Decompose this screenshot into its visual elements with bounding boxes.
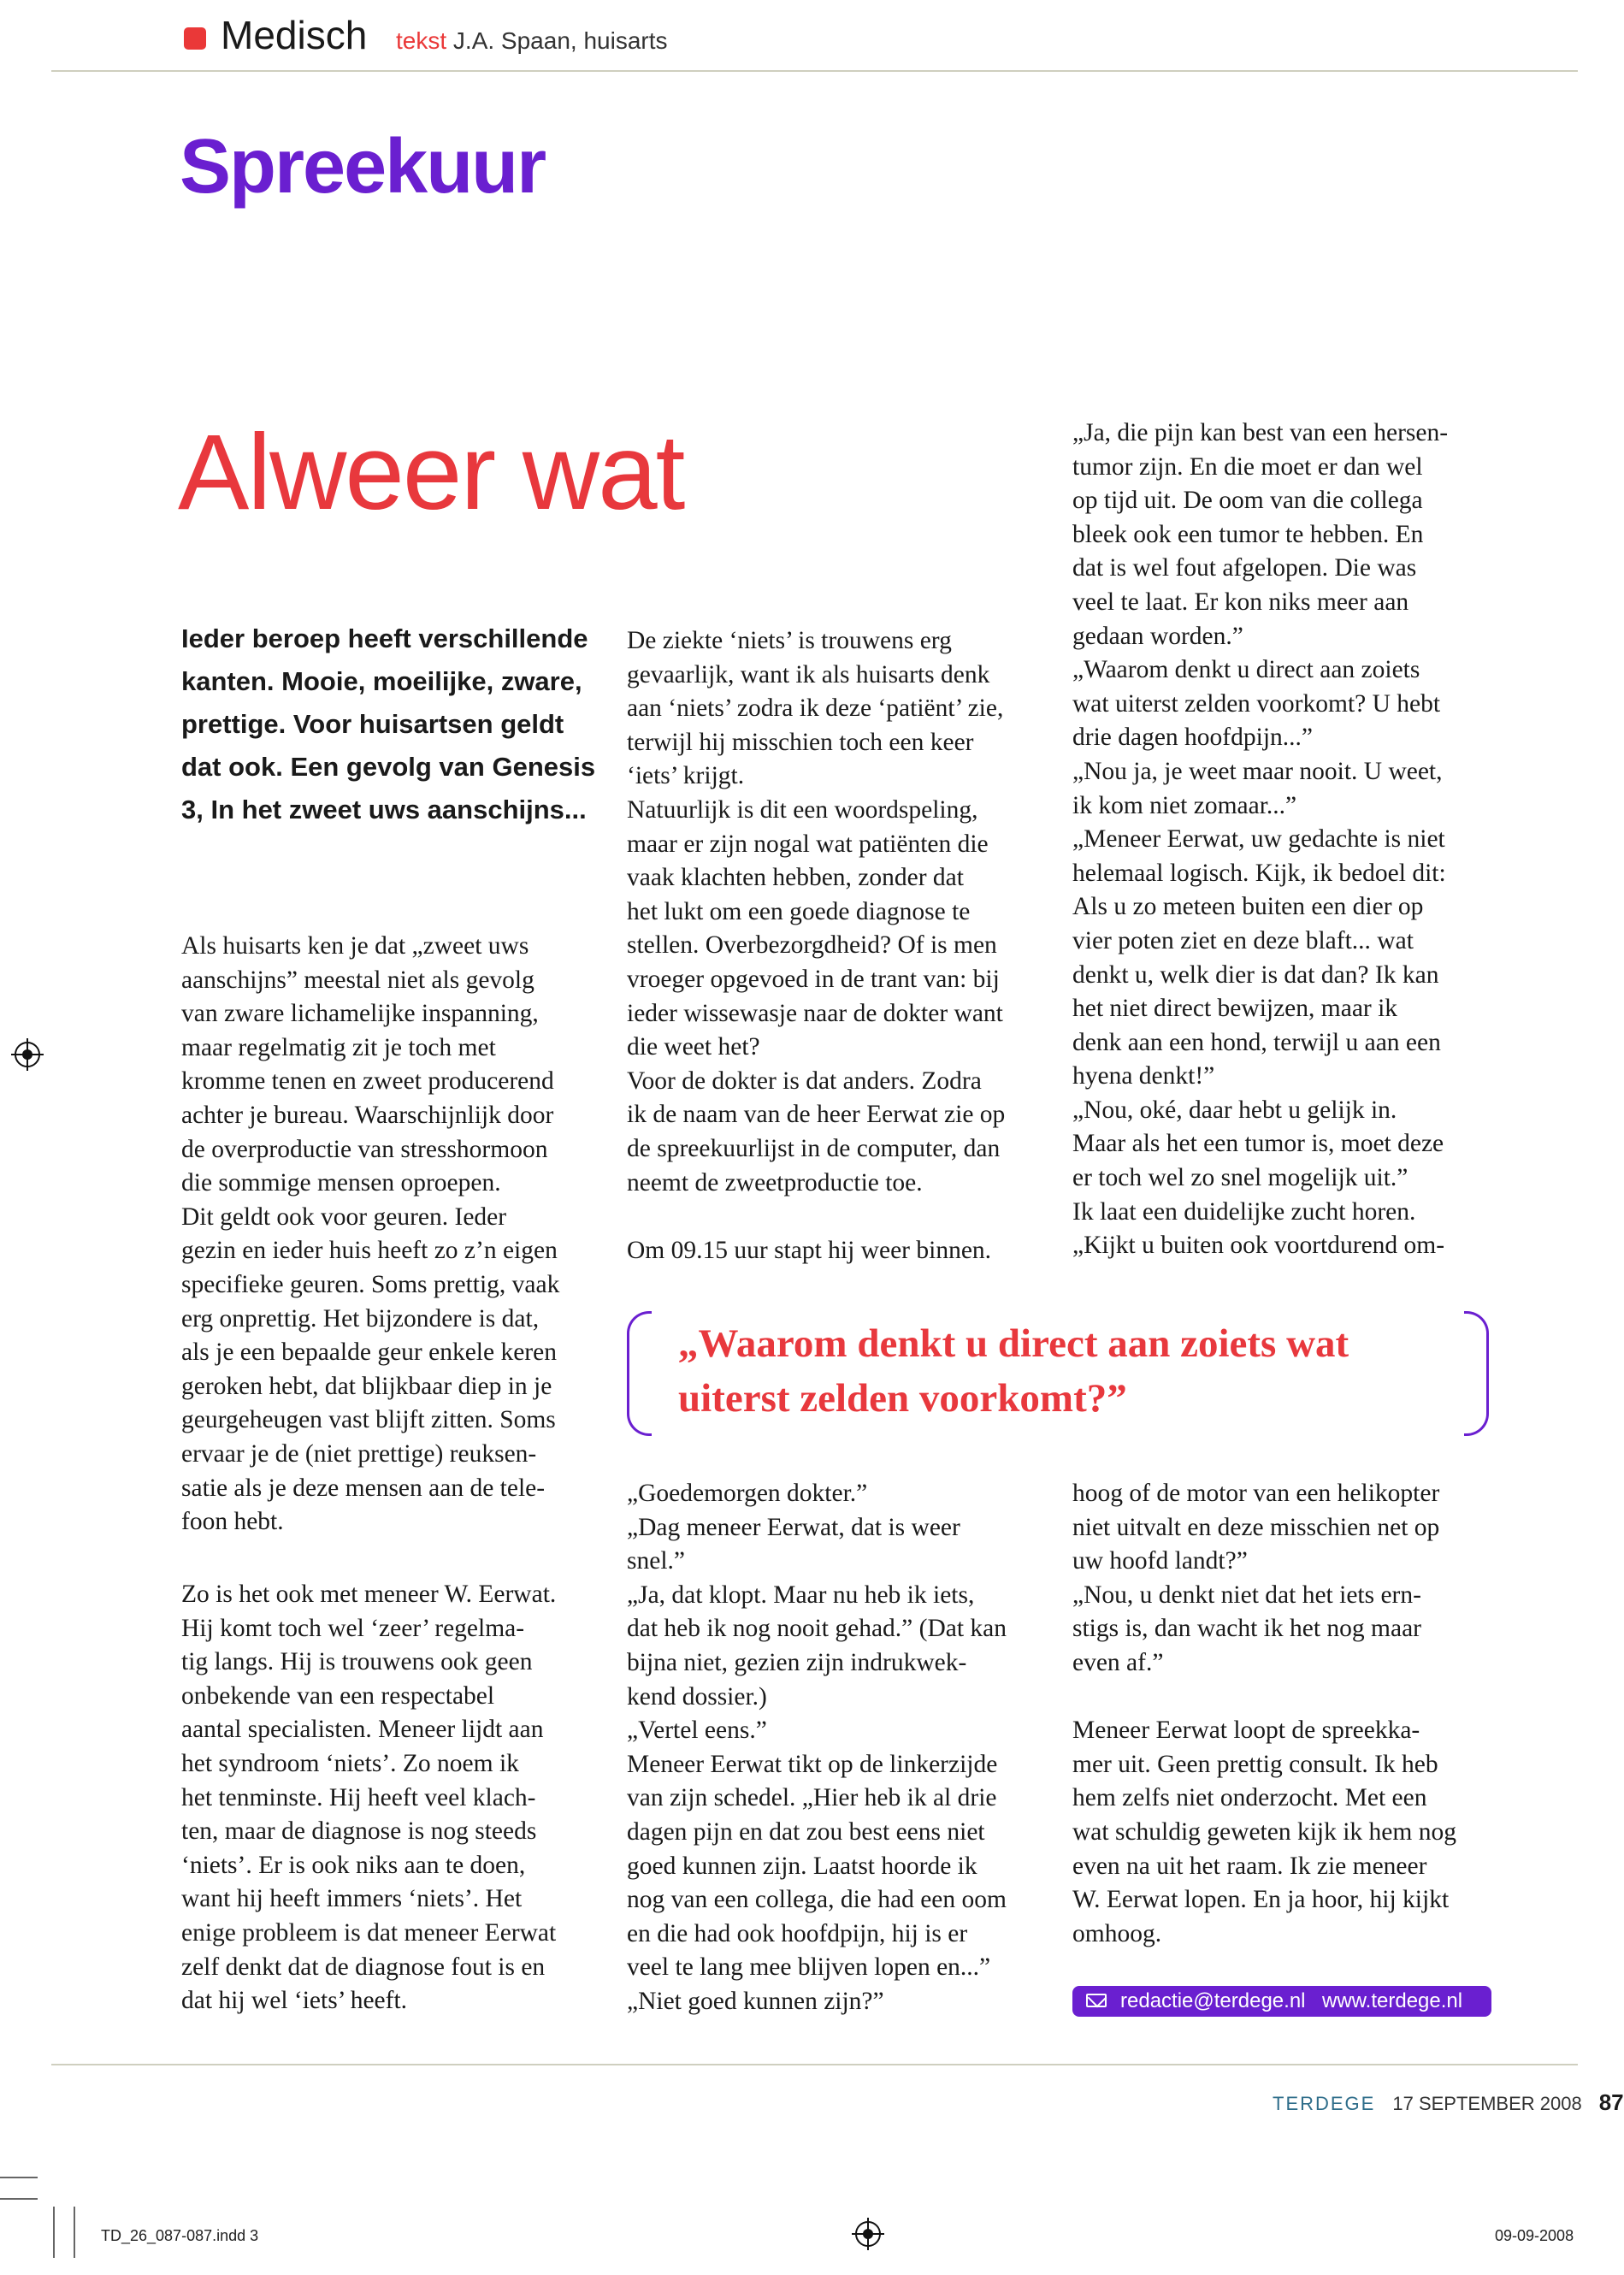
text-line: Meneer Eerwat loopt de spreekka- [1072,1717,1420,1745]
text-line: „Nou, u denkt niet dat het iets ern- [1072,1581,1421,1609]
text-line: hem zelfs niet onderzocht. Met een [1072,1784,1427,1812]
text-line: „Nou ja, je weet maar nooit. U weet, [1072,757,1443,785]
text-line: ik de naam van de heer Eerwat zie op [627,1101,1006,1129]
text-line: ik kom niet zomaar...” [1072,791,1297,819]
text-line: Als u zo meteen buiten een dier op [1072,893,1424,921]
text-line: Als huisarts ken je dat „zweet uws [181,932,529,960]
text-line: gedaan worden.” [1072,622,1243,650]
text-line: er toch wel zo snel mogelijk uit.” [1072,1164,1408,1192]
text-line: „Niet goed kunnen zijn?” [627,1987,884,2015]
text-line: ‘iets’ krijgt. [627,762,745,790]
crop-mark [74,2207,75,2258]
text-line: die weet het? [627,1033,760,1061]
column-2-top [627,624,1005,1268]
top-rule [51,70,1578,72]
text-line: denk aan een hond, terwijl u aan een [1072,1028,1441,1056]
text-line: ervaar je de (niet prettige) reuksen- [181,1439,537,1468]
pull-quote-line: uiterst zelden voorkomt?” [678,1376,1127,1421]
byline-label: tekst [396,27,447,54]
text-line: zelf denkt dat de diagnose fout is en [181,1953,546,1981]
text-line: op tijd uit. De oom van die collega [1072,487,1423,515]
column-3-top [1072,417,1448,1263]
text-line: de spreekuurlijst in de computer, dan [627,1134,1001,1162]
text-line: Natuurlijk is dit een woordspeling, [627,795,978,824]
text-line: aantal specialisten. Meneer lijdt aan [181,1716,544,1744]
text-line: „Kijkt u buiten ook voortdurend om- [1072,1232,1445,1260]
slug-date: 09-09-2008 [1495,2227,1574,2244]
text-line: „Vertel eens.” [627,1717,767,1745]
text-line: erg onprettig. Het bijzondere is dat, [181,1304,540,1332]
registration-mark-icon [15,1042,40,1067]
text-line: enige probleem is dat meneer Eerwat [181,1918,557,1947]
pull-quote-text [678,1316,1349,1426]
text-line: neemt de zweetproductie toe. [627,1168,923,1197]
pull-quote-right-bracket [1464,1311,1489,1436]
text-line: want hij heeft immers ‘niets’. Het [181,1885,523,1913]
text-line: denkt u, welk dier is dat dan? Ik kan [1072,960,1439,989]
column-2-bottom [627,1477,1007,2019]
text-line: vroeger opgevoed in de trant van: bij [627,965,1000,993]
page-number: 87 [1598,2089,1624,2115]
column-1-paragraph-2 [181,1578,556,2018]
text-line: „Waarom denkt u direct aan zoiets [1072,656,1420,684]
text-line: „Nou, oké, daar hebt u gelijk in. [1072,1096,1397,1124]
pull-quote [627,1311,1489,1431]
text-line: „Ja, die pijn kan best van een hersen- [1072,419,1449,446]
text-line: foon hebt. [181,1508,284,1536]
website-link[interactable]: www.terdege.nl [1322,1989,1463,2012]
text-line: snel.” [627,1547,685,1575]
magazine-name: TERDEGE [1273,2093,1376,2114]
text-line: en die had ook hoofdpijn, hij is er [627,1919,968,1947]
text-line: tig langs. Hij is trouwens ook geen [181,1648,533,1676]
text-line: even af.” [1072,1648,1164,1676]
text-line: satie als je deze mensen aan de tele- [181,1474,546,1502]
text-line: dagen pijn en dat zou best eens niet [627,1817,985,1846]
text-line: Om 09.15 uur stapt hij weer binnen. [627,1236,992,1264]
registration-mark-icon [855,2221,881,2247]
contact-box [1072,1986,1491,2017]
text-line: ten, maar de diagnose is nog steeds [181,1817,537,1846]
text-line: „Ja, dat klopt. Maar nu heb ik iets, [627,1581,975,1609]
text-line: als je een bepaalde geur enkele keren [181,1338,557,1367]
text-line: vaak klachten hebben, zonder dat [627,864,964,892]
crop-mark [0,2177,38,2178]
text-line: maar er zijn nogal wat patiënten die [627,830,989,858]
crop-mark [0,2198,38,2200]
text-line: specifieke geuren. Soms prettig, vaak [181,1270,560,1298]
text-line: even na uit het raam. Ik zie meneer [1072,1852,1427,1880]
bottom-rule [51,2064,1578,2065]
text-line: veel te laat. Er kon niks meer aan [1072,588,1409,616]
text-line: Voor de dokter is dat anders. Zodra [627,1067,982,1095]
email-link[interactable]: redactie@terdege.nl [1120,1989,1306,2012]
text-line: het tenminste. Hij heeft veel klach- [181,1783,536,1811]
text-line: niet uitvalt en deze misschien net op [1072,1513,1440,1541]
text-line: aanschijns” meestal niet als gevolg [181,966,534,994]
text-line: omhoog. [1072,1919,1162,1947]
text-line: „Goedemorgen dokter.” [627,1480,868,1507]
column-3-bottom [1072,1477,1456,1951]
text-line: kromme tenen en zweet producerend [181,1067,554,1096]
envelope-icon [1086,1994,1107,2007]
text-line: Zo is het ook met meneer W. Eerwat. [181,1581,557,1608]
text-line: De ziekte ‘niets’ is trouwens erg [627,627,952,654]
text-line: bijna niet, gezien zijn indrukwek- [627,1648,967,1676]
text-line: de overproductie van stresshormoon [181,1135,548,1163]
text-line: Ik laat een duidelijke zucht horen. [1072,1197,1416,1226]
text-line: ieder wissewasje naar de dokter want [627,999,1003,1027]
headline: Alweer wat [178,413,684,532]
issue-date: 17 SEPTEMBER 2008 [1392,2093,1582,2114]
column-title: Spreekuur [180,124,546,210]
text-line: vier poten ziet en deze blaft... wat [1072,926,1414,954]
text-line: Meneer Eerwat tikt op de linkerzijde [627,1750,998,1778]
text-line: stellen. Overbezorgdheid? Of is men [627,931,997,960]
text-line: nog van een collega, die had een oom [627,1886,1007,1914]
text-line: uw hoofd landt?” [1072,1547,1248,1575]
text-line: wat uiterst zelden voorkomt? U hebt [1072,689,1441,718]
text-line: „Dag meneer Eerwat, dat is weer [627,1513,960,1541]
text-line: goed kunnen zijn. Laatst hoorde ik [627,1852,977,1880]
text-line: „Meneer Eerwat, uw gedachte is niet [1072,825,1445,854]
text-line: gezin en ieder huis heeft zo z’n eigen [181,1237,558,1265]
text-line: het lukt om een goede diagnose te [627,897,971,925]
byline-author: J.A. Spaan, huisarts [452,27,668,54]
text-line: Hij komt toch wel ‘zeer’ regelma- [181,1614,525,1642]
text-line: dat is wel fout afgelopen. Die was [1072,554,1417,582]
pull-quote-left-bracket [627,1311,652,1436]
text-line: stigs is, dan wacht ik het nog maar [1072,1615,1422,1643]
text-line: kend dossier.) [627,1682,767,1711]
byline [396,26,668,56]
text-line: helemaal logisch. Kijk, ik bedoel dit: [1072,859,1446,887]
text-line: aan ‘niets’ zodra ik deze ‘patiënt’ zie, [627,694,1004,723]
page-footer [1273,2085,1624,2121]
text-line: hoog of de motor van een helikopter [1072,1480,1440,1507]
text-line: maar regelmatig zit je toch met [181,1033,496,1061]
text-line: terwijl hij misschien toch een keer [627,728,974,756]
slug-filename: TD_26_087-087.indd 3 [101,2227,259,2244]
text-line: het syndroom ‘niets’. Zo noem ik [181,1749,519,1777]
text-line: dat heb ik nog nooit gehad.” (Dat kan [627,1615,1007,1643]
text-line: achter je bureau. Waarschijnlijk door [181,1101,554,1129]
text-line: van zijn schedel. „Hier heb ik al drie [627,1784,997,1812]
section-marker [184,27,206,50]
column-1-paragraph-1 [181,930,559,1539]
text-line: van zware lichamelijke inspanning, [181,1000,539,1028]
text-line: W. Eerwat lopen. En ja hoor, hij kijkt [1072,1886,1450,1914]
text-line: drie dagen hoofdpijn...” [1072,724,1313,752]
text-line: wat schuldig geweten kijk ik hem nog [1072,1817,1456,1846]
text-line: bleek ook een tumor te hebben. En [1072,520,1424,548]
text-line: Dit geldt ook voor geuren. Ieder [181,1202,507,1231]
text-line: mer uit. Geen prettig consult. Ik heb [1072,1750,1438,1778]
text-line: Maar als het een tumor is, moet deze [1072,1130,1444,1158]
text-line: hyena denkt!” [1072,1062,1215,1090]
crop-mark [53,2207,55,2258]
text-line: onbekende van een respectabel [181,1681,495,1710]
text-line: gevaarlijk, want ik als huisarts denk [627,660,990,688]
text-line: geurgeheugen vast blijft zitten. Soms [181,1406,556,1434]
text-line: het niet direct bewijzen, maar ik [1072,995,1398,1023]
text-line: geroken hebt, dat blijkbaar diep in je [181,1372,552,1400]
text-line: die sommige mensen oproepen. [181,1169,501,1197]
text-line: veel te lang mee blijven lopen en...” [627,1953,991,1982]
text-line: tumor zijn. En die moet er dan wel [1072,452,1423,481]
pull-quote-line: „Waarom denkt u direct aan zoiets wat [678,1321,1349,1366]
text-line: ‘niets’. Er is ook niks aan te doen, [181,1851,526,1879]
text-line: dat hij wel ‘iets’ heeft. [181,1987,408,2015]
section-label: Medisch [221,13,368,57]
intro-text: Ieder beroep heeft verschillende kanten. Mooie, moeilijke, zware, prettige. Voor huisartsen geldt dat ook. Een gevolg van Genesis 3, In het zweet uws aanschijns... [181,623,596,824]
